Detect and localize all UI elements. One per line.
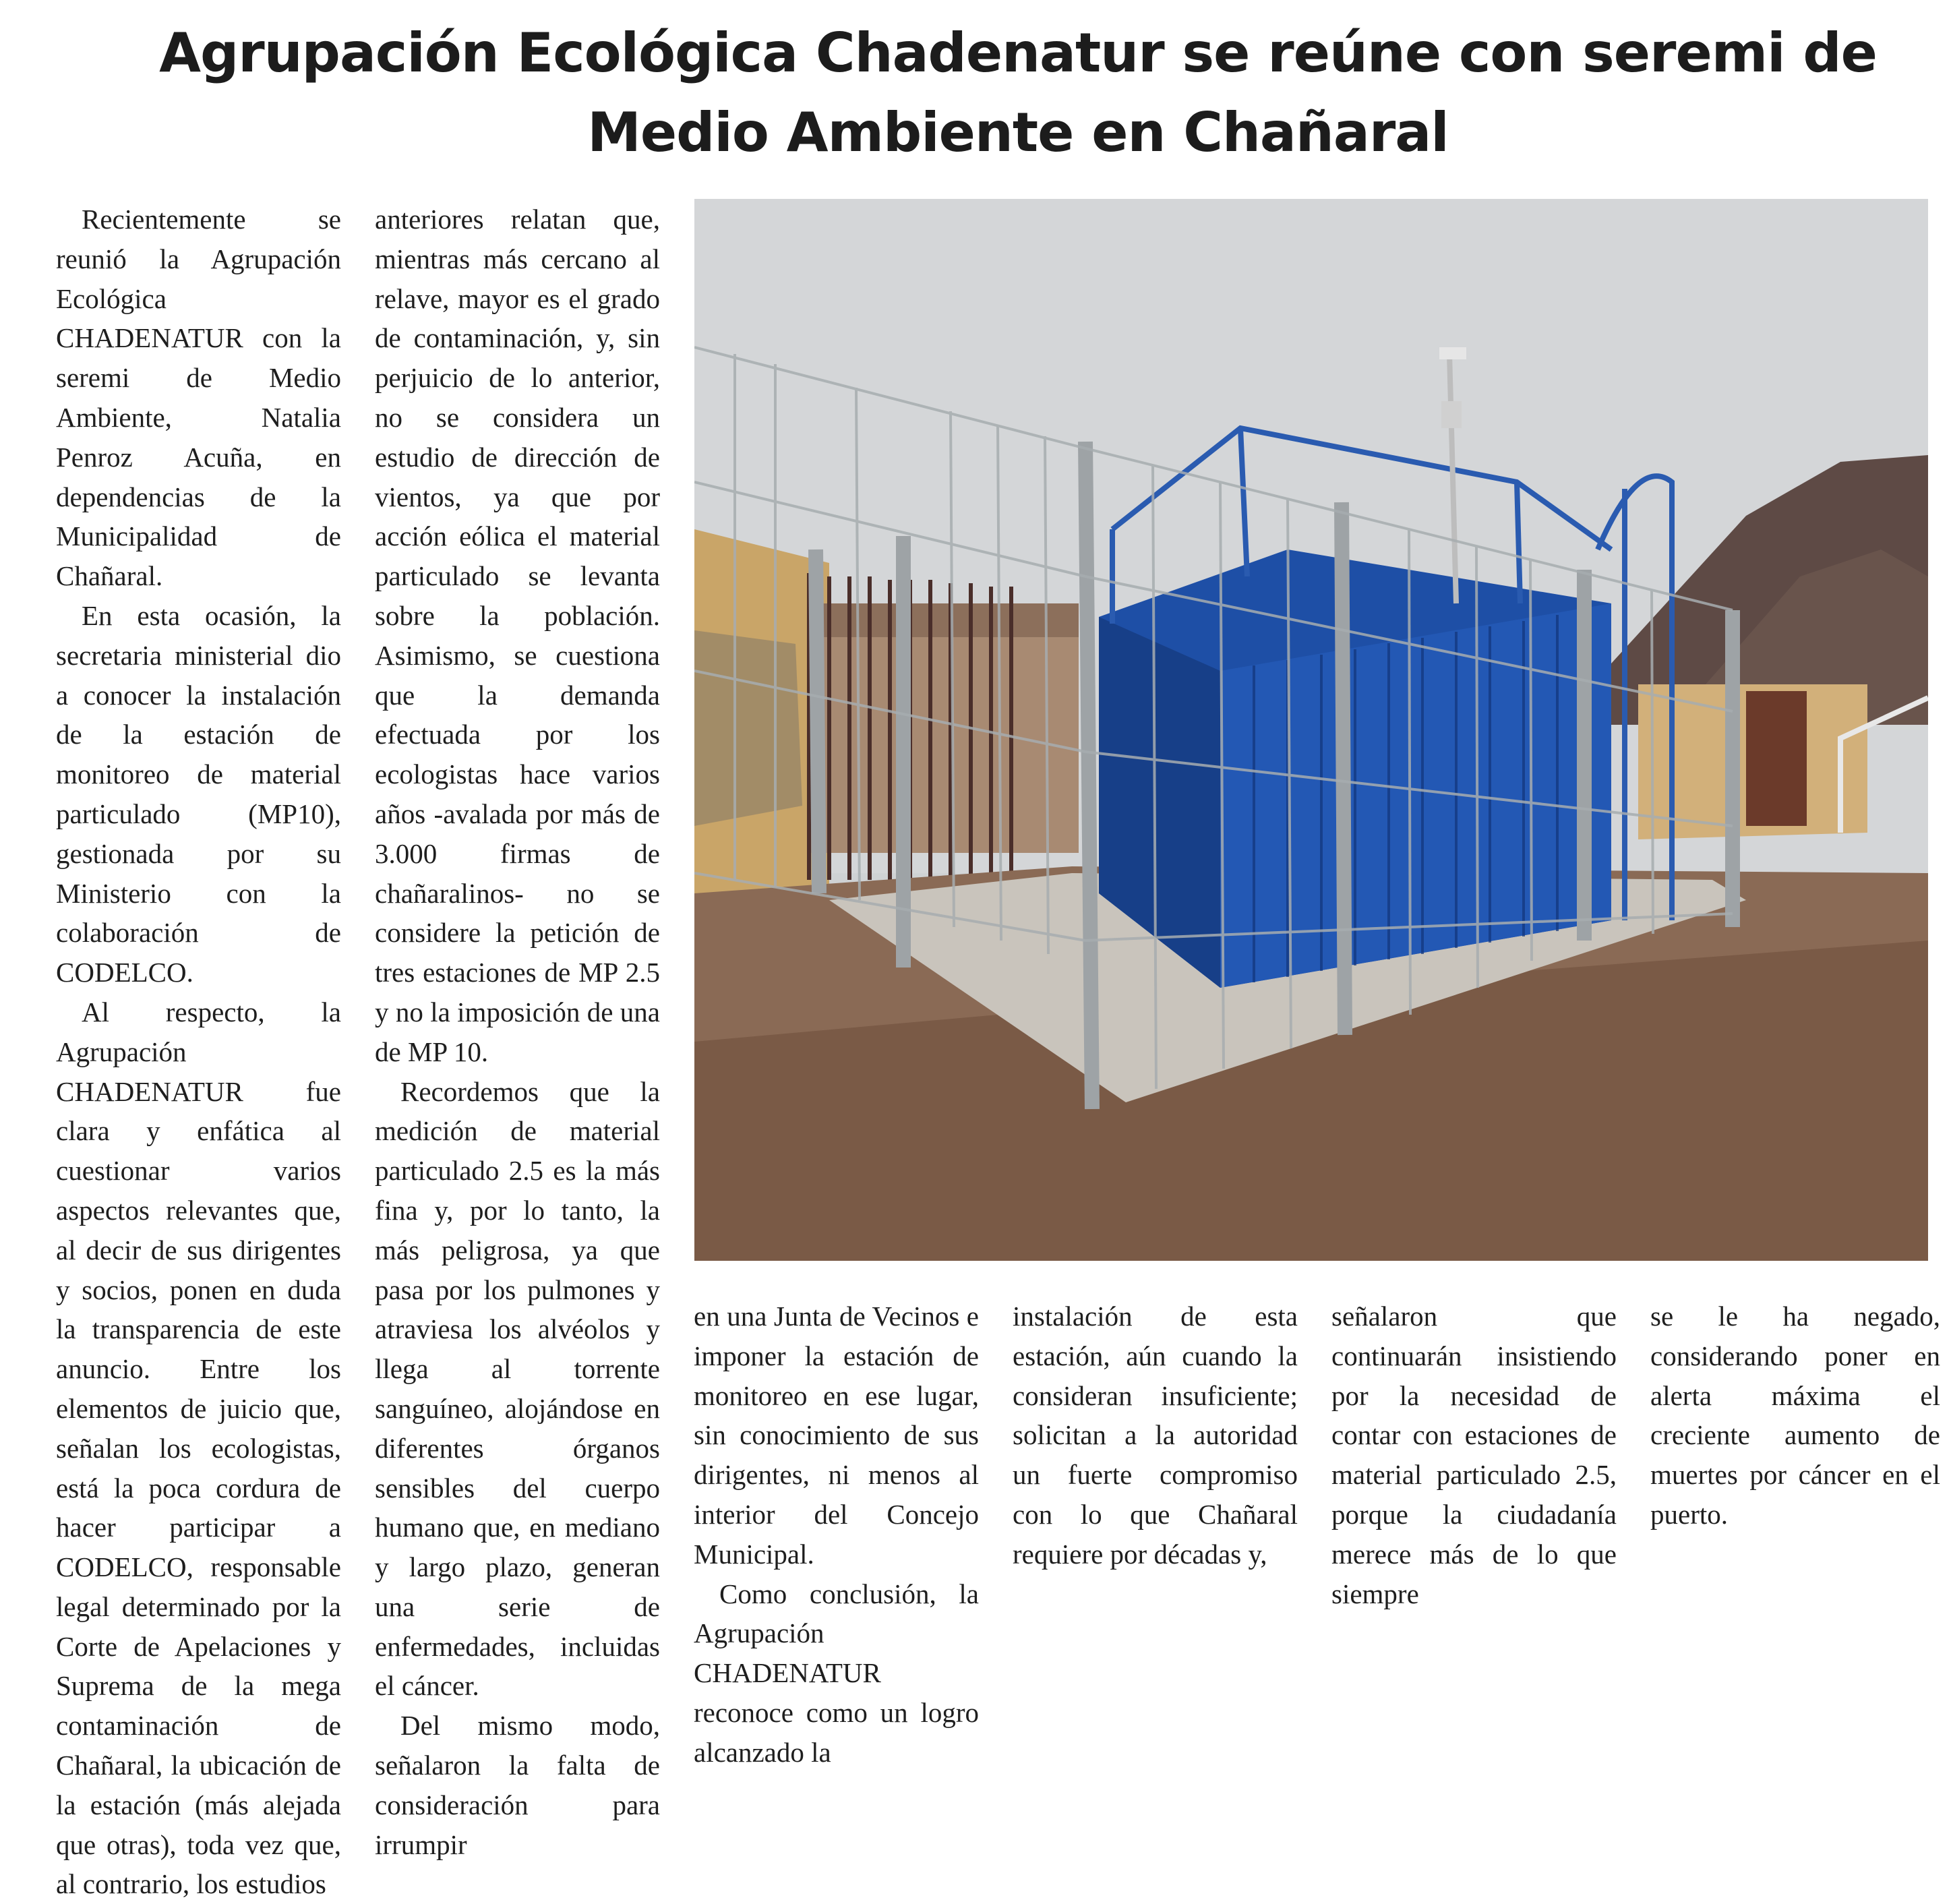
article-paragraph: señalaron que continuarán insistiendo por la necesidad de contar con estaciones de material particulado 2.5, porque la ciudadanía merece más de lo que siempre: [1331, 1301, 1617, 1609]
article-title: Agrupación Ecológica Chadenatur se reúne con seremi de Medio Ambiente en Chañaral: [159, 22, 1877, 164]
article-column-5: [1331, 1297, 1617, 1613]
article-paragraph: anteriores relatan que, mientras más cercano al relave, mayor es el grado de contaminación, y, sin perjuicio de lo anterior, no se considera un estudio de dirección de vientos, ya que por acción eólica el material particulado se levanta sobre la población. Asimismo, se cuestiona que la demanda efectuada por los ecologistas hace varios años -avalada por más de 3.000 firmas de chañaralinos- no se considere la petición de tres estaciones de MP 2.5 y no la imposición de una de MP 10.: [375, 204, 660, 1067]
monitoring-station-illustration: [694, 199, 1928, 1261]
article-paragraph: Al respecto, la Agrupación CHADENATUR fue clara y enfática al cuestionar varios aspectos relevantes que, al decir de sus dirigentes y socios, ponen en duda la transparencia de este anuncio. Entre los elementos de juicio que, señalan los ecologistas, está la poca cordura de hacer participar a CODELCO, responsable legal determinado por la Corte de Apelaciones y Suprema de la mega contaminación de Chañaral, la ubicación de la estación (más alejada que otras), toda vez que, al contrario, los estudios: [56, 996, 341, 1900]
article-photo: [694, 199, 1928, 1261]
article-paragraph: Recientemente se reunió la Agrupación Ecológica CHADENATUR con la seremi de Medio Ambiente, Natalia Penroz Acuña, en dependencias de la Municipalidad de Chañaral.: [56, 204, 341, 592]
article-column-3: [694, 1297, 979, 1773]
article-paragraph: en una Junta de Vecinos e imponer la estación de monitoreo en ese lugar, sin conocimiento de sus dirigentes, ni menos al interior del Concejo Municipal.: [694, 1301, 979, 1570]
article-column-2: [375, 200, 660, 1860]
article-column-6: [1650, 1297, 1940, 1535]
article-paragraph: Del mismo modo, señalaron la falta de consideración para irrumpir: [375, 1710, 660, 1860]
article-column-1: [56, 200, 341, 1900]
article-paragraph: instalación de esta estación, aún cuando la consideran insuficiente; solicitan a la autoridad un fuerte compromiso con lo que Chañaral requiere por décadas y,: [1013, 1301, 1298, 1570]
article-paragraph: En esta ocasión, la secretaria ministerial dio a conocer la instalación de la estación de monitoreo de material particulado (MP10), gestionada por su Ministerio con la colaboración de CODELCO.: [56, 599, 341, 988]
article-column-4: [1013, 1297, 1298, 1574]
article-paragraph: Recordemos que la medición de material particulado 2.5 es la más fina y, por lo tanto, la más peligrosa, ya que pasa por los pulmones y atraviesa los alvéolos y llega al torrente sanguíneo, alojándose en diferentes órganos sensibles del cuerpo humano que, en mediano y largo plazo, generan una serie de enfermedades, incluidas el cáncer.: [375, 1075, 660, 1702]
article-paragraph: Como conclusión, la Agrupación CHADENATUR reconoce como un logro alcanzado la: [694, 1578, 979, 1768]
article-paragraph: se le ha negado, considerando poner en alerta máxima el creciente aumento de muertes por cáncer en el puerto.: [1650, 1301, 1940, 1530]
